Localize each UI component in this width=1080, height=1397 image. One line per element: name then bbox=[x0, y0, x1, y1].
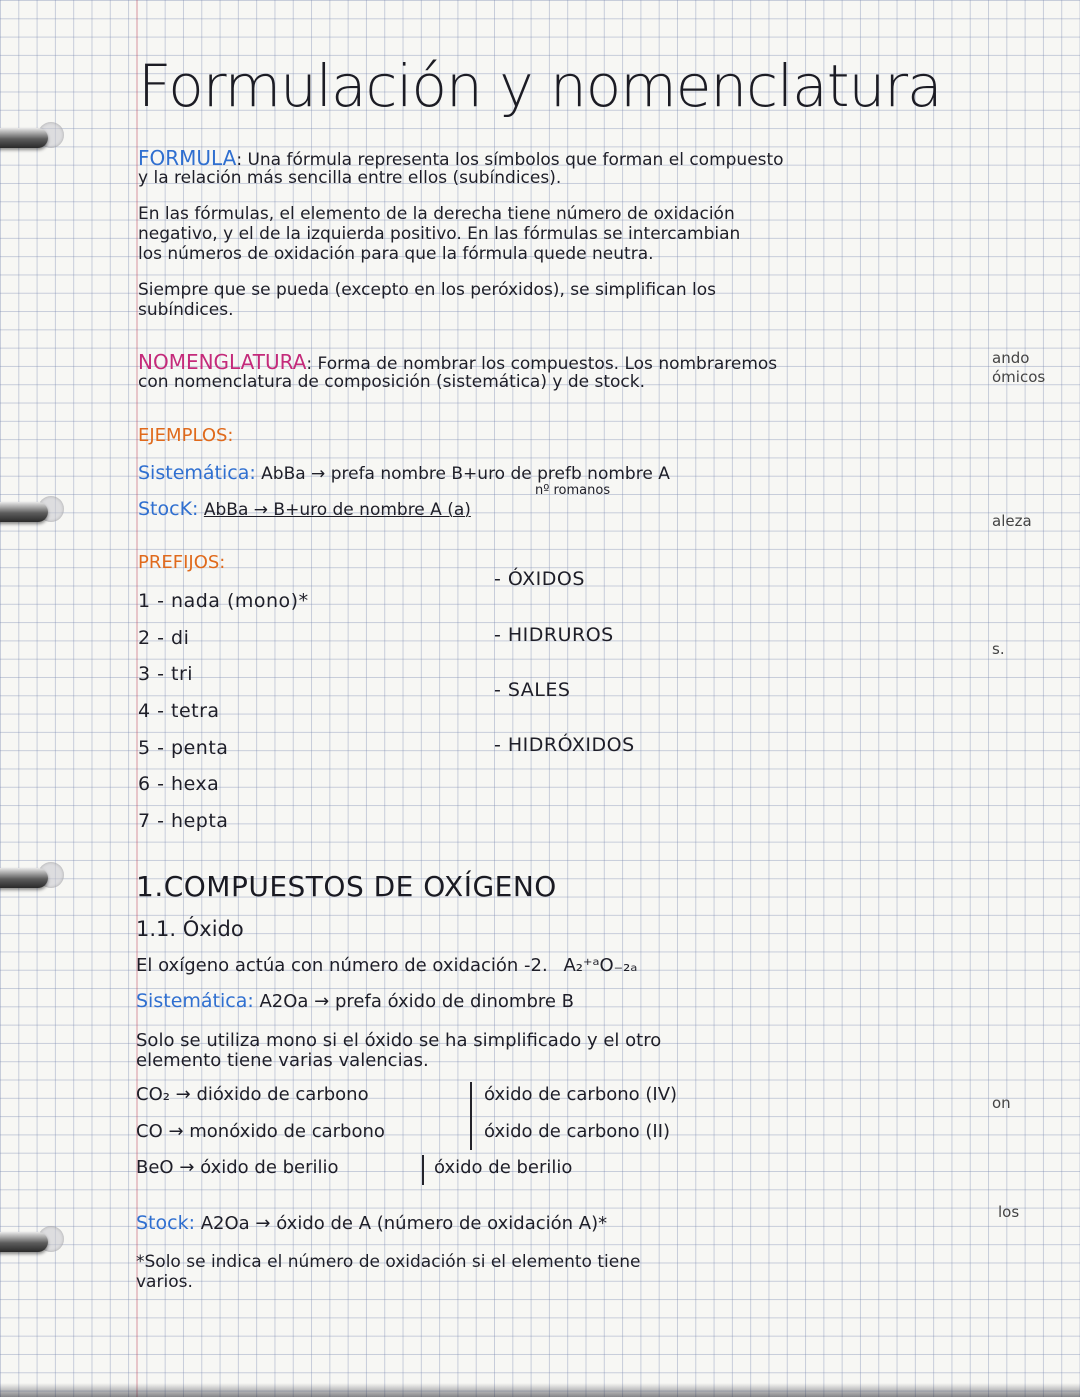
section-1-subtitle: 1.1. Óxido bbox=[136, 917, 244, 941]
oxido-formula: A₂⁺ᵃO₋₂ₐ bbox=[563, 955, 638, 976]
oxido-sistematica-label: Sistemática: bbox=[136, 990, 254, 1012]
oxido-sistematica-text: A2Oa → prefa óxido de dinombre B bbox=[259, 991, 575, 1012]
compound-item: - HIDRÓXIDOS bbox=[494, 734, 635, 756]
margin-note: on bbox=[992, 1094, 1011, 1112]
example-divider bbox=[422, 1155, 424, 1185]
formula-para2-line2: negativo, y el de la izquierda positivo. En las fórmulas se intercambian bbox=[138, 224, 741, 244]
formula-para3-line1: Siempre que se pueda (excepto en los peróxidos), se simplifican los bbox=[138, 280, 716, 300]
prefijos-label: PREFIJOS: bbox=[138, 552, 226, 573]
prefijo-item: 4 - tetra bbox=[138, 700, 220, 722]
oxido-example-left: CO → monóxido de carbono bbox=[136, 1121, 385, 1142]
binder-ring bbox=[0, 128, 48, 148]
prefijo-item: 7 - hepta bbox=[138, 810, 229, 832]
section-1-title: 1.COMPUESTOS DE OXÍGENO bbox=[136, 870, 557, 903]
oxido-stock-label: Stock: bbox=[136, 1212, 195, 1234]
compound-item: - HIDRUROS bbox=[494, 624, 614, 646]
ejemplos-sistematica bbox=[138, 462, 670, 484]
example-divider bbox=[470, 1082, 472, 1150]
ejemplos-stock-label: StocK: bbox=[138, 498, 199, 520]
oxido-note-2: elemento tiene varias valencias. bbox=[136, 1050, 429, 1071]
ejemplos-stock-text: AbBa → B+uro de nombre A (a) bbox=[203, 500, 471, 520]
oxido-example-right: óxido de carbono (II) bbox=[484, 1121, 671, 1142]
formula-text-2: y la relación más sencilla entre ellos (subíndices). bbox=[138, 168, 562, 188]
oxido-example-right: óxido de carbono (IV) bbox=[484, 1084, 678, 1105]
formula-line-1 bbox=[138, 146, 784, 170]
oxido-footnote-2: varios. bbox=[136, 1272, 193, 1292]
compound-item: - ÓXIDOS bbox=[494, 568, 585, 590]
prefijo-item: 1 - nada (mono)* bbox=[138, 590, 309, 612]
page-title: Formulación y nomenclatura bbox=[138, 52, 942, 120]
nomenclatura-text-2: con nomenclatura de composición (sistemática) y de stock. bbox=[138, 372, 646, 392]
nomenclatura-line-1 bbox=[138, 350, 777, 374]
oxido-line-1 bbox=[136, 955, 637, 976]
margin-note: los bbox=[998, 1203, 1020, 1221]
oxido-footnote-1: *Solo se indica el número de oxidación si el elemento tiene bbox=[136, 1252, 641, 1272]
page-bottom-shadow bbox=[0, 1383, 1080, 1397]
margin-note: ómicos bbox=[992, 368, 1046, 386]
oxido-example-right: óxido de berilio bbox=[434, 1157, 573, 1178]
ejemplos-stock bbox=[138, 498, 471, 520]
binder-ring bbox=[0, 868, 48, 888]
ejemplos-label: EJEMPLOS: bbox=[138, 425, 234, 446]
compound-item: - SALES bbox=[494, 679, 571, 701]
binder-ring bbox=[0, 502, 48, 522]
margin-note: aleza bbox=[992, 512, 1032, 530]
prefijo-item: 2 - di bbox=[138, 627, 190, 649]
formula-para2-line3: los números de oxidación para que la fórmula quede neutra. bbox=[138, 244, 654, 264]
margin-note: ando bbox=[992, 349, 1030, 367]
formula-para2-line1: En las fórmulas, el elemento de la derecha tiene número de oxidación bbox=[138, 204, 735, 224]
oxido-line-1-text: El oxígeno actúa con número de oxidación -2. bbox=[136, 955, 548, 976]
oxido-example-left: BeO → óxido de berilio bbox=[136, 1157, 339, 1178]
ejemplos-sistematica-label: Sistemática: bbox=[138, 462, 256, 484]
nomenclatura-text-1: : Forma de nombrar los compuestos. Los nombraremos bbox=[306, 354, 778, 374]
margin-note: s. bbox=[992, 640, 1005, 658]
oxido-sistematica bbox=[136, 990, 574, 1012]
oxido-stock-text: A2Oa → óxido de A (número de oxidación A)* bbox=[200, 1213, 608, 1234]
binder-ring bbox=[0, 1232, 48, 1252]
oxido-example-left: CO₂ → dióxido de carbono bbox=[136, 1084, 369, 1105]
formula-label: FORMULA bbox=[138, 146, 237, 170]
oxido-stock bbox=[136, 1212, 607, 1234]
nomenclatura-label: NOMENGLATURA bbox=[138, 350, 307, 374]
oxido-note-1: Solo se utiliza mono si el óxido se ha simplificado y el otro bbox=[136, 1030, 662, 1051]
formula-para3-line2: subíndices. bbox=[138, 300, 234, 320]
ejemplos-stock-note: nº romanos bbox=[535, 483, 611, 498]
prefijo-item: 3 - tri bbox=[138, 663, 194, 685]
prefijo-item: 6 - hexa bbox=[138, 773, 220, 795]
ejemplos-sistematica-text: AbBa → prefa nombre B+uro de prefb nombre A bbox=[261, 464, 670, 484]
formula-text-1: : Una fórmula representa los símbolos que forman el compuesto bbox=[236, 150, 784, 170]
prefijo-item: 5 - penta bbox=[138, 737, 229, 759]
